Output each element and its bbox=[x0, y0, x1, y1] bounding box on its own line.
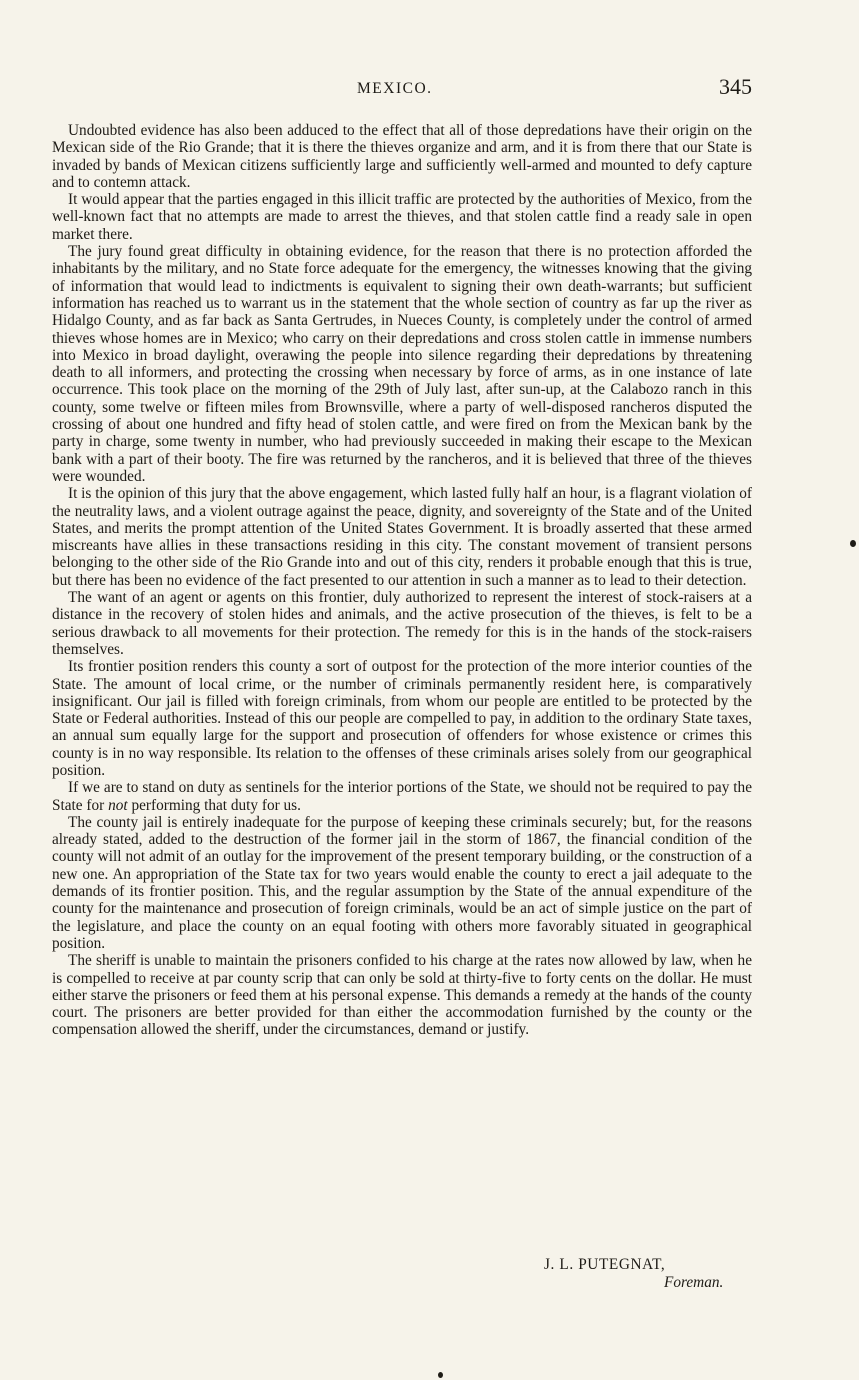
ink-speck-bottom bbox=[438, 1372, 443, 1378]
signer-name: J. L. PUTEGNAT, bbox=[544, 1256, 666, 1273]
ink-speck-margin bbox=[850, 540, 856, 547]
sentinels-text-before: If we are to stand on duty as sentinels for the interior portions of the State, we should not be required to pay the State for bbox=[52, 779, 752, 814]
signer-title: Foreman. bbox=[664, 1274, 724, 1291]
paragraph-sheriff: The sheriff is unable to maintain the prisoners confided to his charge at the rates now allowed by law, when he is compelled to receive at par county scrip that can only be sold at thirty-five to forty cents on the dollar. He must either starve the prisoners or feed them at his personal expense. This demands a remedy at the hands of the county court. The prisoners are better provided for than either the accommodation furnished by the county or the compensation allowed the sheriff, under the circumstances, demand or justify. bbox=[52, 952, 752, 1039]
paragraph-frontier-position: Its frontier position renders this county a sort of outpost for the protection of the more interior counties of the State. The amount of local crime, or the number of criminals permanently resident here, is comparatively insignificant. Our jail is filled with foreign criminals, from whom our people are entitled to be protected by the State or Federal authorities. Instead of this our people are compelled to pay, in addition to the ordinary State taxes, an annual sum equally large for the support and prosecution of offenders for whose existence or crimes this county is in no way responsible. Its relation to the offenses of these criminals arises solely from our geographical position. bbox=[52, 658, 752, 779]
paragraph-mexican-authorities: It would appear that the parties engaged in this illicit traffic are protected by the authorities of Mexico, from the well-known fact that no attempts are made to arrest the thieves, and that stolen cattle find a ready sale in open market there. bbox=[52, 191, 752, 243]
paragraph-jury-evidence: The jury found great difficulty in obtaining evidence, for the reason that there is no protection afforded the inhabitants by the military, and no State force adequate for the emergency, the witnesses knowing that the giving of information that would lead to indictments is equivalent to signing their own death-warrants; but sufficient information has reached us to warrant us in the statement that the whole section of country as far up the river as Hidalgo County, and as far back as Santa Gertrudes, in Nueces County, is completely under the control of armed thieves whose homes are in Mexico; who carry on their depredations and cross stolen cattle in immense numbers into Mexico in broad daylight, overawing the people into silence regarding their depredations by threatening death to all informers, and protecting the crossing when necessary by force of arms, as in one instance of late occurrence. This took place on the morning of the 29th of July last, after sun-up, at the Calabozo ranch in this county, some twelve or fifteen miles from Brownsville, where a party of well-disposed rancheros disputed the crossing of about one hundred and fifty head of stolen cattle, and were fired on from the Mexican bank by the party in charge, some twenty in number, who had previously succeeded in making their escape to the Mexican bank with a part of their booty. The fire was returned by the rancheros, and it is believed that three of the thieves were wounded. bbox=[52, 243, 752, 485]
running-head: MEXICO. bbox=[357, 80, 433, 97]
page-header bbox=[52, 74, 752, 106]
paragraph-sentinels bbox=[52, 779, 752, 814]
body-text bbox=[52, 122, 752, 1039]
paragraph-engagement-opinion: It is the opinion of this jury that the above engagement, which lasted fully half an hour, is a flagrant violation of the neutrality laws, and a violent outrage against the peace, dignity, and sovereignty of the State and of the United States, and merits the prompt attention of the United States Government. It is broadly asserted that these armed miscreants have allies in these transactions residing in this city. The constant movement of transient persons belonging to the other side of the Rio Grande into and out of this city, renders it probable enough that this is true, but there has been no evidence of the fact presented to our attention in such a manner as to lead to their detection. bbox=[52, 485, 752, 589]
paragraph-county-jail: The county jail is entirely inadequate for the purpose of keeping these criminals securely; but, for the reasons already stated, added to the destruction of the former jail in the storm of 1867, the financial condition of the county will not admit of an outlay for the improvement of the present temporary building, or the construction of a new one. An appropriation of the State tax for two years would enable the county to erect a jail adequate to the demands of its frontier position. This, and the regular assumption by the State of the annual expenditure of the county for the maintenance and prosecution of foreign criminals, would be an act of simple justice on the part of the legislature, and place the county on an equal footing with others more favorably situated in geographical position. bbox=[52, 813, 752, 952]
sentinels-text-after: performing that duty for us. bbox=[127, 796, 301, 814]
page-number: 345 bbox=[719, 74, 752, 99]
paragraph-origin-of-depredations: Undoubted evidence has also been adduced to the effect that all of those depredations have their origin on the Mexican side of the Rio Grande; that it is there the thieves organize and arm, and it is from there that our State is invaded by bands of Mexican citizens sufficiently large and sufficiently well-armed and mounted to defy capture and to contemn attack. bbox=[52, 122, 752, 191]
signature-block bbox=[52, 1256, 752, 1296]
paragraph-want-of-agents: The want of an agent or agents on this frontier, duly authorized to represent the interest of stock-raisers at a distance in the recovery of stolen hides and animals, and the active prosecution of the thieves, is felt to be a serious drawback to all movements for their protection. The remedy for this is in the hands of the stock-raisers themselves. bbox=[52, 589, 752, 658]
emphasis-not: not bbox=[108, 796, 128, 814]
